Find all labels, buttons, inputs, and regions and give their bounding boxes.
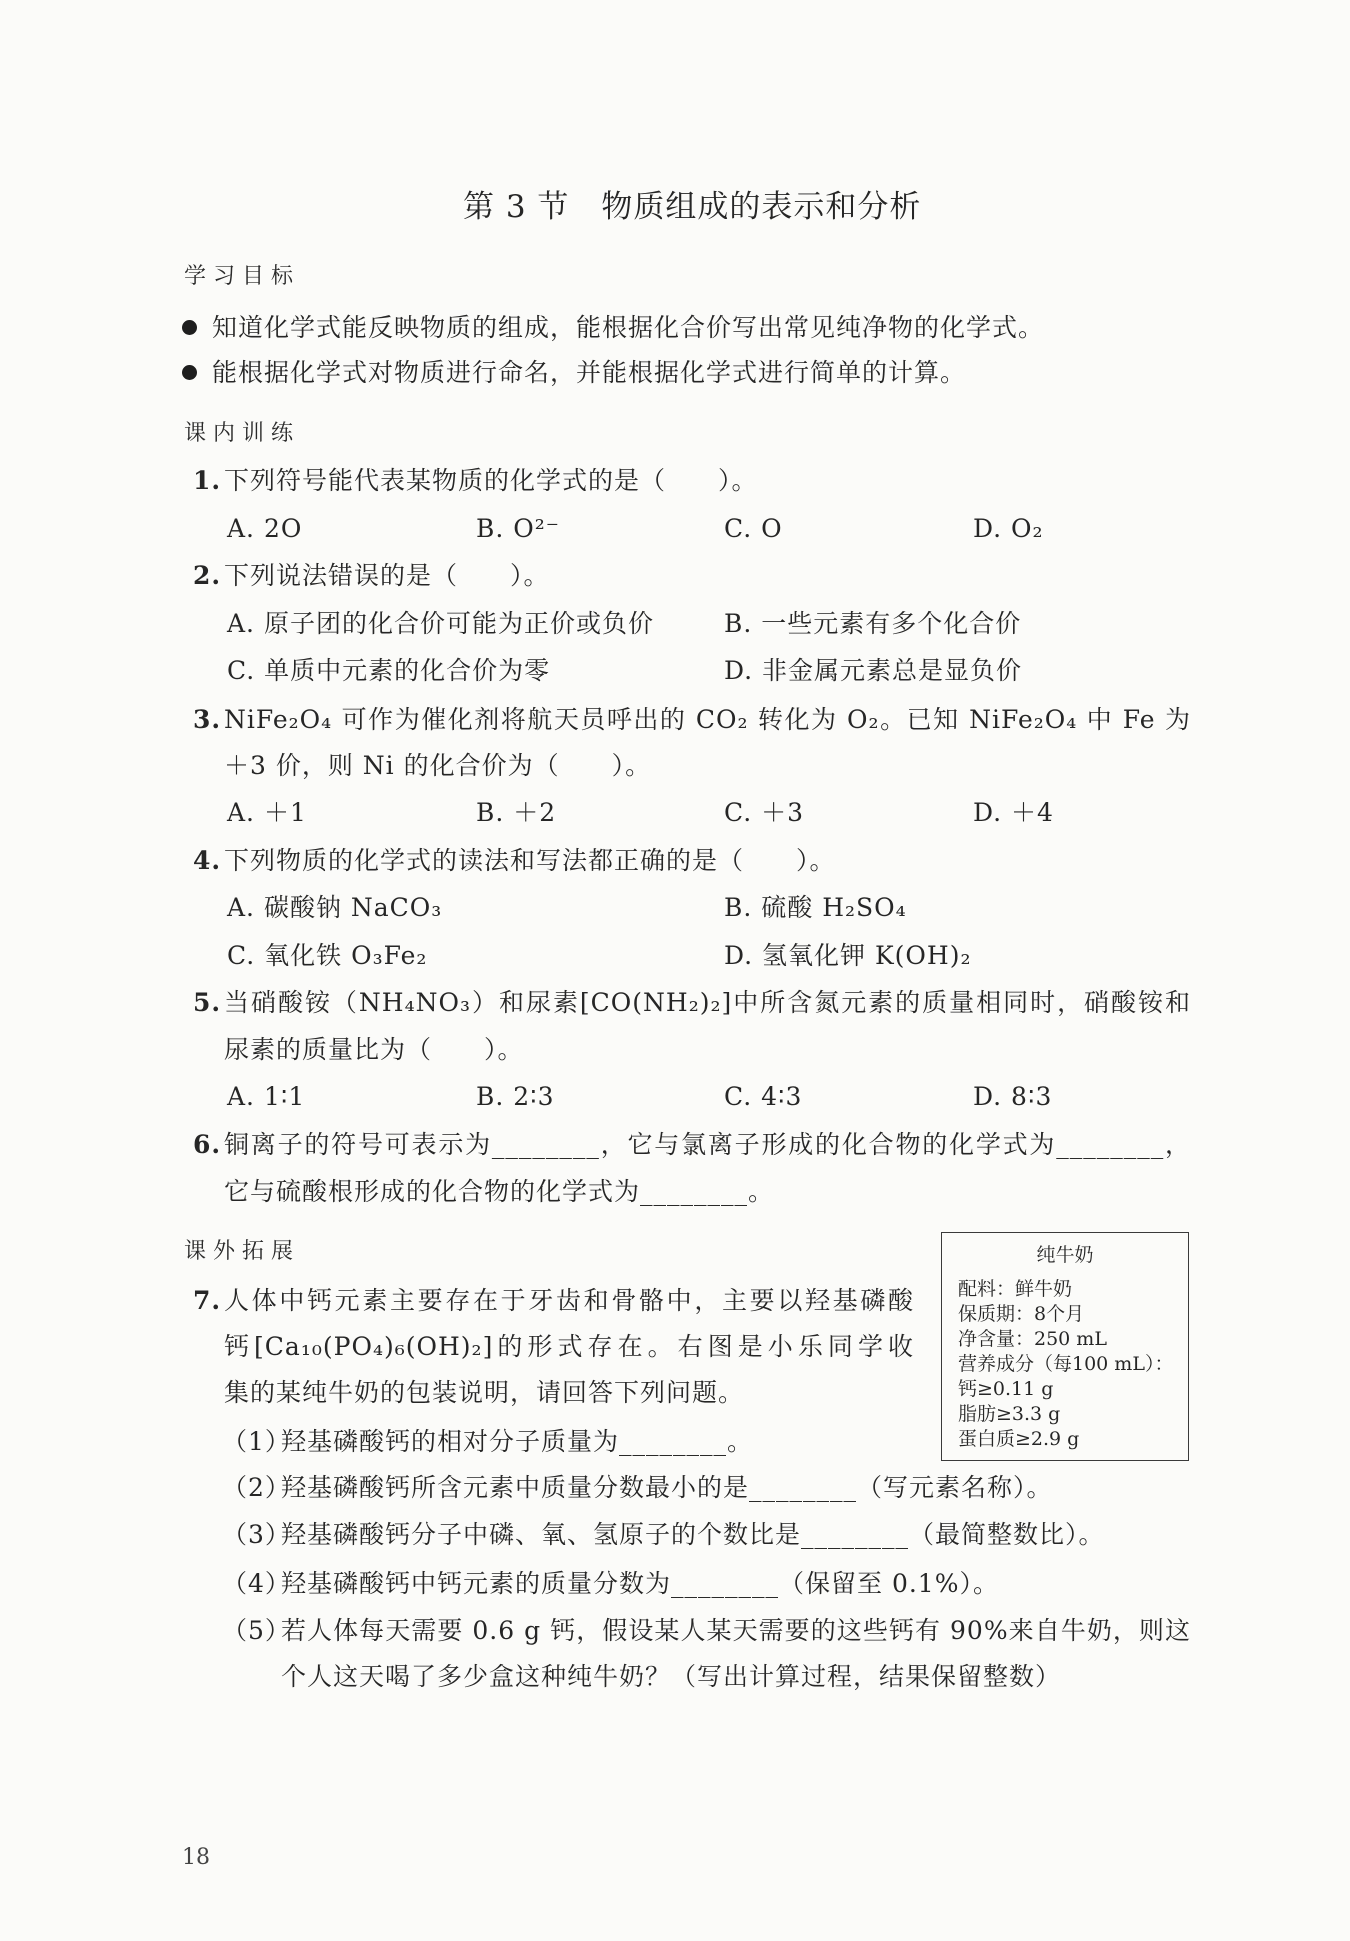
bullet-icon — [182, 320, 197, 335]
sub-question-text: 若人体每天需要 0.6 g 钙，假设某人某天需要的这些钙有 90%来自牛奶，则这 — [281, 1616, 1191, 1645]
question-text: 集的某纯牛奶的包装说明，请回答下列问题。 — [224, 1378, 745, 1407]
in-class-heading: 课内训练 — [184, 421, 301, 446]
extension-heading: 课外拓展 — [184, 1239, 301, 1264]
question-text: 下列说法错误的是（ ）。 — [224, 561, 550, 590]
option-c: C. 4∶3 — [724, 1082, 803, 1111]
question-text: 钙[Ca₁₀(PO₄)₆(OH)₂]的形式存在。右图是小乐同学收 — [224, 1332, 914, 1361]
milk-label-line: 配料：鲜牛奶 — [958, 1278, 1073, 1300]
question-text: ＋3 价，则 Ni 的化合价为（ ）。 — [224, 751, 652, 780]
question-number: 5. — [193, 988, 222, 1017]
question-number: 7. — [193, 1286, 222, 1315]
option-c: C. 氧化铁 O₃Fe₂ — [227, 941, 428, 970]
option-c: C. 单质中元素的化合价为零 — [227, 656, 551, 685]
option-c: C. O — [724, 514, 783, 543]
option-c: C. ＋3 — [724, 798, 805, 827]
option-b: B. 一些元素有多个化合价 — [724, 609, 1022, 638]
sub-question-text: 羟基磷酸钙所含元素中质量分数最小的是________（写元素名称）。 — [281, 1473, 1053, 1502]
option-b: B. 硫酸 H₂SO₄ — [724, 893, 907, 922]
question-number: 2. — [193, 561, 222, 590]
question-text: 铜离子的符号可表示为________，它与氯离子形成的化合物的化学式为________， — [224, 1130, 1191, 1159]
option-d: D. ＋4 — [973, 798, 1054, 827]
milk-label-line: 营养成分（每100 mL）： — [958, 1353, 1174, 1375]
objective-item: 知道化学式能反映物质的组成，能根据化合价写出常见纯净物的化学式。 — [212, 313, 1045, 342]
sub-question-text: 个人这天喝了多少盒这种纯牛奶？（写出计算过程，结果保留整数） — [281, 1662, 1062, 1691]
option-d: D. 8∶3 — [973, 1082, 1053, 1111]
question-number: 3. — [193, 705, 222, 734]
sub-question-text: 羟基磷酸钙分子中磷、氧、氢原子的个数比是________（最简整数比）。 — [281, 1520, 1105, 1549]
page-title: 第 3 节 物质组成的表示和分析 — [463, 189, 922, 225]
question-text: 下列物质的化学式的读法和写法都正确的是（ ）。 — [224, 846, 836, 875]
milk-label-title: 纯牛奶 — [1036, 1244, 1094, 1266]
option-a: A. ＋1 — [227, 798, 307, 827]
question-number: 1. — [193, 466, 222, 495]
sub-question-text: 羟基磷酸钙中钙元素的质量分数为________（保留至 0.1%）。 — [281, 1569, 999, 1598]
option-b: B. 2∶3 — [476, 1082, 555, 1111]
sub-question-label: （4） — [222, 1569, 291, 1598]
question-text: NiFe₂O₄ 可作为催化剂将航天员呼出的 CO₂ 转化为 O₂。已知 NiFe₂O₄ 中 Fe 为 — [224, 705, 1191, 734]
objectives-heading: 学习目标 — [184, 264, 301, 289]
question-text: 下列符号能代表某物质的化学式的是（ ）。 — [224, 466, 758, 495]
milk-label-line: 蛋白质≥2.9 g — [958, 1428, 1080, 1450]
question-text: 当硝酸铵（NH₄NO₃）和尿素[CO(NH₂)₂]中所含氮元素的质量相同时，硝酸铵和 — [224, 988, 1191, 1017]
option-a: A. 1∶1 — [227, 1082, 306, 1111]
sub-question-label: （2） — [222, 1473, 291, 1502]
option-b: B. ＋2 — [476, 798, 557, 827]
bullet-icon — [182, 365, 197, 380]
milk-label-line: 净含量：250 mL — [958, 1328, 1107, 1350]
question-text: 人体中钙元素主要存在于牙齿和骨骼中，主要以羟基磷酸 — [224, 1286, 914, 1315]
objective-item: 能根据化学式对物质进行命名，并能根据化学式进行简单的计算。 — [212, 358, 967, 387]
option-d: D. O₂ — [973, 514, 1044, 543]
option-d: D. 氢氧化钾 K(OH)₂ — [724, 941, 972, 970]
sub-question-label: （5） — [222, 1616, 291, 1645]
option-a: A. 2O — [227, 514, 303, 543]
milk-label-line: 保质期：8个月 — [958, 1303, 1085, 1325]
page-number: 18 — [182, 1845, 210, 1870]
milk-label-box — [941, 1232, 1189, 1461]
question-number: 4. — [193, 846, 222, 875]
milk-label-line: 钙≥0.11 g — [958, 1378, 1054, 1400]
sub-question-label: （3） — [222, 1520, 291, 1549]
question-text: 它与硫酸根形成的化合物的化学式为________。 — [224, 1177, 775, 1206]
option-d: D. 非金属元素总是显负价 — [724, 656, 1023, 685]
sub-question-text: 羟基磷酸钙的相对分子质量为________。 — [281, 1427, 754, 1456]
option-b: B. O²⁻ — [476, 514, 560, 543]
question-number: 6. — [193, 1130, 222, 1159]
question-text: 尿素的质量比为（ ）。 — [224, 1035, 524, 1064]
milk-label-line: 脂肪≥3.3 g — [958, 1403, 1061, 1425]
option-a: A. 原子团的化合价可能为正价或负价 — [227, 609, 654, 638]
option-a: A. 碳酸钠 NaCO₃ — [227, 893, 443, 922]
sub-question-label: （1） — [222, 1427, 291, 1456]
